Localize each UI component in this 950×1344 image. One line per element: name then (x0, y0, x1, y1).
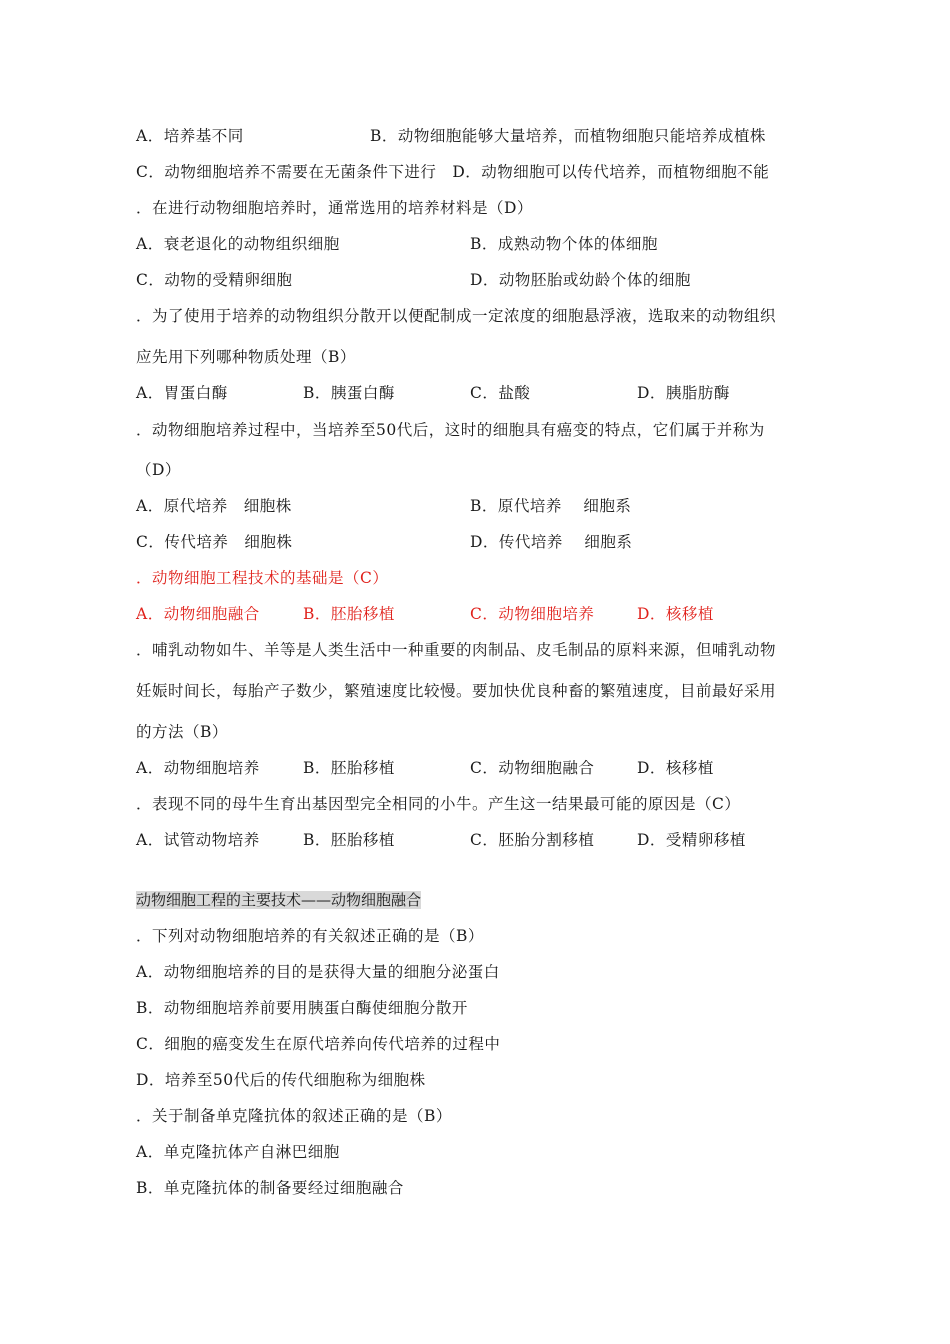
option-c: C．动物细胞融合 (470, 759, 595, 777)
question-stem-cont: 的方法（B） (136, 723, 228, 741)
question-stem: ．下列对动物细胞培养的有关叙述正确的是（B） (136, 927, 484, 945)
option-d: D．动物胚胎或幼龄个体的细胞 (470, 271, 691, 289)
option-d: D．传代培养 细胞系 (470, 533, 633, 551)
question-stem: ．表现不同的母牛生育出基因型完全相同的小牛。产生这一结果最可能的原因是（C） (136, 795, 741, 813)
option-line: C．细胞的癌变发生在原代培养向传代培养的过程中 (136, 1035, 501, 1053)
option-b: B．原代培养 细胞系 (470, 497, 632, 515)
question-stem: ．为了使用于培养的动物组织分散开以便配制成一定浓度的细胞悬浮液，选取来的动物组织 (136, 307, 777, 325)
option-line: B．单克隆抗体的制备要经过细胞融合 (136, 1179, 404, 1197)
question-stem: ．关于制备单克隆抗体的叙述正确的是（B） (136, 1107, 452, 1125)
question-stem: ．在进行动物细胞培养时，通常选用的培养材料是（D） (136, 199, 533, 217)
text-line: C．动物细胞培养不需要在无菌条件下进行 D．动物细胞可以传代培养，而植物细胞不能 (136, 163, 770, 181)
option-a: A．衰老退化的动物组织细胞 (136, 235, 340, 253)
option-b: B．胰蛋白酶 (303, 384, 395, 402)
option-b: B．胚胎移植 (303, 759, 395, 777)
option-c: C．胚胎分割移植 (470, 831, 595, 849)
option-a: A．胃蛋白酶 (136, 384, 228, 402)
option-b: B．成熟动物个体的体细胞 (470, 235, 658, 253)
option-c: C．盐酸 (470, 384, 531, 402)
section-heading-row (136, 890, 421, 910)
option-a: A．培养基不同 (136, 127, 244, 145)
question-stem-highlighted: ．动物细胞工程技术的基础是（C） (136, 569, 389, 587)
option-line: B．动物细胞培养前要用胰蛋白酶使细胞分散开 (136, 999, 468, 1017)
option-a: A．动物细胞融合 (136, 605, 260, 623)
question-stem-cont: 应先用下列哪种物质处理（B） (136, 348, 356, 366)
option-c: C．动物细胞培养 (470, 605, 595, 623)
option-d: D．核移植 (637, 759, 714, 777)
question-answer: （D） (136, 461, 181, 479)
option-b: B．动物细胞能够大量培养，而植物细胞只能培养成植株 (370, 127, 766, 145)
option-a: A．原代培养 细胞株 (136, 497, 292, 515)
section-heading: 动物细胞工程的主要技术——动物细胞融合 (136, 891, 422, 909)
option-d: D．胰脂肪酶 (637, 384, 730, 402)
question-stem: ．哺乳动物如牛、羊等是人类生活中一种重要的肉制品、皮毛制品的原料来源，但哺乳动物 (136, 641, 777, 659)
question-stem: ．动物细胞培养过程中，当培养至50代后，这时的细胞具有癌变的特点，它们属于并称为 (136, 421, 765, 439)
option-c: C．动物的受精卵细胞 (136, 271, 293, 289)
option-b: B．胚胎移植 (303, 605, 395, 623)
option-a: A．动物细胞培养 (136, 759, 260, 777)
option-d: D．核移植 (637, 605, 714, 623)
option-line: D．培养至50代后的传代细胞称为细胞株 (136, 1071, 426, 1089)
option-b: B．胚胎移植 (303, 831, 395, 849)
option-d: D．受精卵移植 (637, 831, 746, 849)
option-a: A．试管动物培养 (136, 831, 260, 849)
option-line: A．单克隆抗体产自淋巴细胞 (136, 1143, 340, 1161)
option-line: A．动物细胞培养的目的是获得大量的细胞分泌蛋白 (136, 963, 500, 981)
question-stem-cont: 妊娠时间长，每胎产子数少，繁殖速度比较慢。要加快优良种畜的繁殖速度，目前最好采用 (136, 682, 777, 700)
option-c: C．传代培养 细胞株 (136, 533, 293, 551)
